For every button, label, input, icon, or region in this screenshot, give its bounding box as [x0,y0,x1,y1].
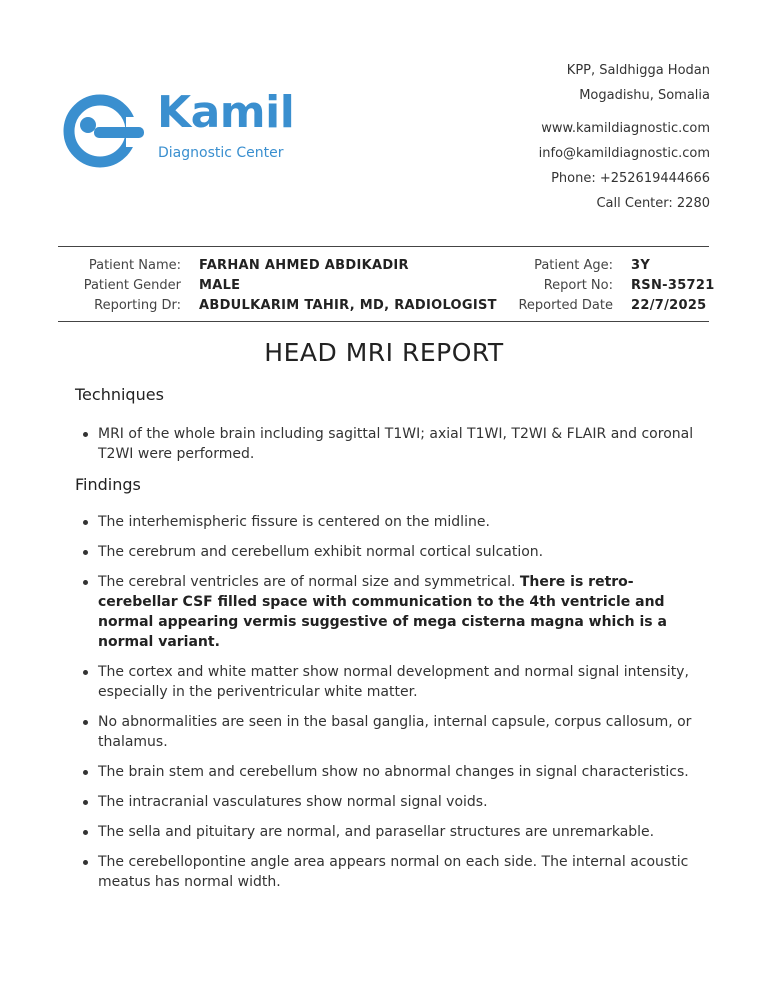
report-title: HEAD MRI REPORT [264,338,504,367]
finding-text: The cerebral ventricles are of normal size and symmetrical. [98,574,516,590]
reporting-doctor-label: Reporting Dr: [94,298,181,313]
address-line-1: KPP, Saldhigga Hodan [566,63,710,78]
kamil-logo-icon [60,93,146,173]
reported-date-value: 22/7/2025 [631,298,707,313]
phone-number: Phone: +252619444666 [551,171,710,186]
brand-subtitle: Diagnostic Center [158,145,284,161]
call-center: Call Center: 2280 [596,196,710,211]
report-no-value: RSN-35721 [631,278,715,293]
list-item: MRI of the whole brain including sagittal T1WI; axial T1WI, T2WI & FLAIR and coronal T2WI were performed. [75,424,705,464]
list-item [75,572,705,652]
header-divider [58,246,709,247]
email-link[interactable]: info@kamildiagnostic.com [538,146,710,161]
patient-info [58,256,715,316]
website-link[interactable]: www.kamildiagnostic.com [541,121,710,136]
reported-date-label: Reported Date [518,298,613,313]
list-item: The sella and pituitary are normal, and parasellar structures are unremarkable. [75,822,705,842]
finding-emphasis: There is retro-cerebellar CSF filled space with communication to the 4th ventricle and normal appearing vermis suggestive of mega cisterna magna which is a normal variant. [98,574,667,650]
patient-age-label: Patient Age: [534,258,613,273]
patient-gender-label: Patient Gender [83,278,181,293]
list-item: The cortex and white matter show normal development and normal signal intensity, especially in the periventricular white matter. [75,662,705,702]
list-item: The cerebrum and cerebellum exhibit normal cortical sulcation. [75,542,705,562]
list-item: The brain stem and cerebellum show no abnormal changes in signal characteristics. [75,762,705,782]
address-line-2: Mogadishu, Somalia [579,88,710,103]
report-no-label: Report No: [543,278,613,293]
clinic-logo [60,87,300,173]
patient-age-value: 3Y [631,258,651,273]
patient-name-label: Patient Name: [88,258,181,273]
techniques-heading: Techniques [75,385,164,404]
patient-name-value: FARHAN AHMED ABDIKADIR [199,258,409,273]
findings-list [75,512,705,902]
reporting-doctor-value: ABDULKARIM TAHIR, MD, RADIOLOGIST [199,298,497,313]
techniques-list [75,424,705,474]
findings-heading: Findings [75,475,141,494]
patient-divider [58,321,709,322]
list-item: The interhemispheric fissure is centered on the midline. [75,512,705,532]
brand-name: Kamil [157,87,295,138]
patient-gender-value: MALE [199,278,241,293]
list-item: The intracranial vasculatures show normal signal voids. [75,792,705,812]
list-item: No abnormalities are seen in the basal ganglia, internal capsule, corpus callosum, or thalamus. [75,712,705,752]
list-item: The cerebellopontine angle area appears normal on each side. The internal acoustic meatus has normal width. [75,852,705,892]
contact-info [539,58,710,216]
